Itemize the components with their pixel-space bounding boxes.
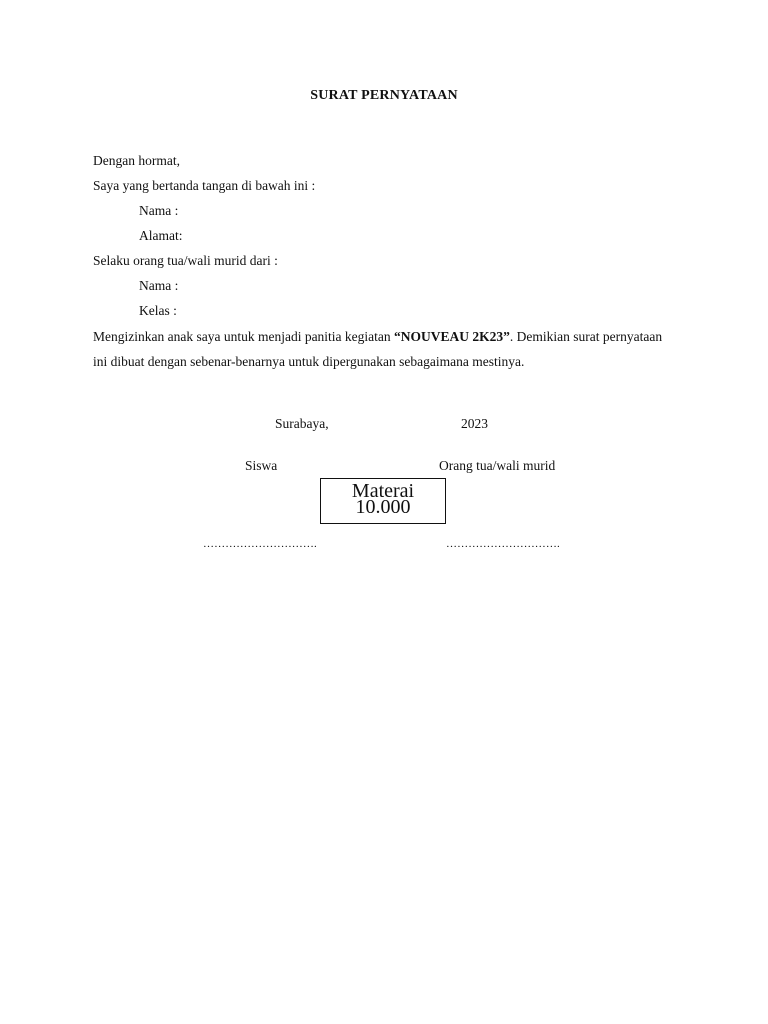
stamp-value: 10.000 xyxy=(355,496,411,518)
year-label: 2023 xyxy=(461,416,488,431)
statement-paragraph xyxy=(93,324,673,374)
stamp-label: Materai xyxy=(351,480,415,502)
student-class-field: Kelas : xyxy=(139,303,177,318)
parent-signature-line: …………………………. xyxy=(446,538,560,550)
signer-address-field: Alamat: xyxy=(139,228,183,243)
statement-text-after: . Demikian surat pernyataan ini dibuat dengan sebenar-benarnya untuk dipergunakan sebagaimana mestinya. xyxy=(93,329,663,369)
signer-name-field: Nama : xyxy=(139,203,179,218)
materai-stamp-box xyxy=(320,478,446,524)
student-signature-label: Siswa xyxy=(245,458,278,473)
parent-signature-label: Orang tua/wali murid xyxy=(439,458,556,473)
place-label: Surabaya, xyxy=(275,416,329,431)
greeting: Dengan hormat, xyxy=(93,153,180,168)
student-name-field: Nama : xyxy=(139,278,179,293)
guardian-intro: Selaku orang tua/wali murid dari : xyxy=(93,253,278,268)
intro-line: Saya yang bertanda tangan di bawah ini : xyxy=(93,178,316,193)
event-name: “NOUVEAU 2K23” xyxy=(394,329,510,344)
student-signature-line: …………………………. xyxy=(203,538,317,550)
document-title: SURAT PERNYATAAN xyxy=(310,88,458,103)
statement-text-before: Mengizinkan anak saya untuk menjadi panitia kegiatan xyxy=(93,329,395,344)
